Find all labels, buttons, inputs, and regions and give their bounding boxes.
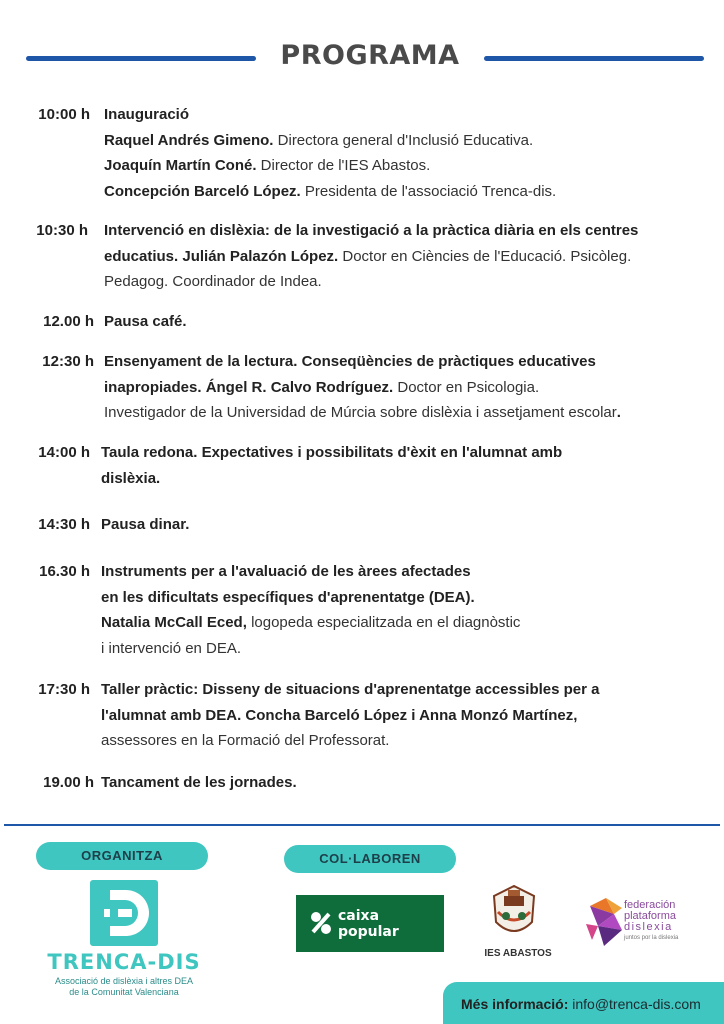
program-line bbox=[104, 179, 556, 205]
trenca-dis-subtitle: de la Comunitat Valenciana bbox=[69, 987, 179, 997]
organitza-label: ORGANITZA bbox=[36, 842, 208, 870]
ies-abastos-name: IES ABASTOS bbox=[484, 948, 552, 959]
info-email-link[interactable]: info@trenca-dis.com bbox=[572, 996, 701, 1012]
program-line bbox=[104, 349, 621, 375]
federacion-logo-icon bbox=[584, 896, 624, 948]
program-bold-text: Pausa café. bbox=[104, 313, 187, 330]
program-bold-text: Pausa dinar. bbox=[101, 516, 190, 533]
program-plain-text: i intervenció en DEA. bbox=[101, 639, 242, 657]
trenca-dis-subtitle: Associació de dislèxia i altres DEA bbox=[54, 976, 194, 986]
program-line bbox=[104, 128, 556, 154]
ies-abastos-crest-icon bbox=[484, 882, 544, 946]
header-rule-right bbox=[484, 56, 704, 61]
program-time: 16.30 h bbox=[39, 563, 90, 580]
program-time: 10:30 h bbox=[36, 222, 88, 239]
program-time: 14:00 h bbox=[38, 444, 90, 461]
program-line bbox=[104, 218, 638, 244]
program-bold-text: l'alumnat amb DEA. Concha Barceló López i Anna Monzó Martínez, bbox=[101, 706, 578, 724]
program-text bbox=[104, 102, 556, 204]
trenca-dis-name: TRENCA-DIS bbox=[47, 950, 201, 974]
caixa-line1: caixa bbox=[338, 908, 380, 924]
program-plain-text: Doctor en Psicologia. bbox=[393, 378, 540, 396]
program-text bbox=[104, 218, 638, 295]
program-bold-text: Raquel Andrés Gimeno. bbox=[104, 131, 274, 149]
trenca-dis-logo-icon bbox=[90, 880, 158, 946]
program-bold-text: Intervenció en dislèxia: de la investigació a la pràctica diària en els centres bbox=[104, 222, 639, 239]
program-line bbox=[101, 512, 189, 538]
program-bold-text: Tancament de les jornades. bbox=[101, 774, 297, 791]
program-plain-text: Presidenta de l'associació Trenca-dis. bbox=[300, 182, 557, 200]
program-bold-text: dislèxia. bbox=[101, 469, 161, 487]
col-laboren-label: COL·LABOREN bbox=[284, 845, 456, 873]
program-line bbox=[101, 770, 297, 796]
program-line bbox=[104, 309, 187, 335]
program-line bbox=[104, 153, 556, 179]
program-line bbox=[101, 703, 600, 729]
program-bold-text: Natalia McCall Eced, bbox=[101, 614, 247, 631]
info-label: Més informació: bbox=[461, 996, 569, 1012]
caixa-popular-logo bbox=[296, 895, 444, 952]
program-time: 19.00 h bbox=[43, 774, 94, 791]
program-line bbox=[101, 636, 520, 662]
federacion-name: federación plataforma dislexia juntos por la dislexia bbox=[624, 899, 679, 941]
program-text bbox=[101, 770, 297, 796]
program-time: 17:30 h bbox=[38, 681, 90, 698]
program-line bbox=[101, 610, 520, 636]
program-bold-text: Ensenyament de la lectura. Conseqüències de pràctiques educatives bbox=[104, 353, 596, 370]
program-bold-text: inapropiades. Ángel R. Calvo Rodríguez. bbox=[104, 378, 394, 396]
program-line bbox=[104, 244, 638, 270]
program-bold-text: en les dificultats específiques d'aprenentatge (DEA). bbox=[101, 588, 475, 606]
program-bold-text: Inauguració bbox=[104, 106, 190, 123]
program-bold-text: Instruments per a l'avaluació de les àrees afectades bbox=[101, 563, 471, 580]
footer-divider bbox=[4, 824, 720, 826]
program-plain-text: assessores en la Formació del Professorat. bbox=[101, 732, 390, 749]
program-line bbox=[101, 728, 600, 754]
program-text bbox=[101, 512, 189, 538]
program-text bbox=[104, 349, 621, 426]
page-title: PROGRAMA bbox=[280, 40, 460, 71]
program-line bbox=[104, 400, 621, 426]
program-line bbox=[101, 466, 562, 492]
program-time: 12.00 h bbox=[43, 313, 94, 330]
program-bold-text: Concepción Barceló López. bbox=[104, 182, 301, 200]
program-bold-text: . bbox=[616, 404, 621, 421]
program-line bbox=[104, 269, 638, 295]
caixa-line2: popular bbox=[338, 924, 399, 940]
program-bold-text: Joaquín Martín Coné. bbox=[104, 157, 257, 174]
program-line bbox=[101, 559, 520, 585]
program-time: 12:30 h bbox=[42, 353, 94, 370]
info-text bbox=[461, 996, 701, 1012]
program-plain-text: Pedagog. Coordinador de Indea. bbox=[104, 273, 322, 290]
program-plain-text: Directora general d'Inclusió Educativa. bbox=[273, 131, 534, 149]
program-line bbox=[101, 677, 600, 703]
program-bold-text: educatius. Julián Palazón López. bbox=[104, 247, 339, 265]
program-plain-text: logopeda especialitzada en el diagnòstic bbox=[246, 614, 521, 631]
header-rule-left bbox=[26, 56, 256, 61]
program-plain-text: Investigador de la Universidad de Múrcia sobre dislèxia i assetjament escolar bbox=[104, 404, 617, 421]
program-line bbox=[101, 440, 562, 466]
program-line bbox=[104, 102, 556, 128]
program-plain-text: Director de l'IES Abastos. bbox=[256, 157, 431, 174]
caixa-popular-icon bbox=[310, 910, 332, 936]
program-text bbox=[104, 309, 187, 335]
program-text bbox=[101, 677, 600, 754]
program-plain-text: Doctor en Ciències de l'Educació. Psicòleg. bbox=[338, 247, 632, 265]
program-line bbox=[104, 375, 621, 401]
program-time: 10:00 h bbox=[38, 106, 90, 123]
program-text bbox=[101, 559, 520, 661]
info-bar bbox=[443, 982, 724, 1024]
program-line bbox=[101, 585, 520, 611]
program-bold-text: Taller pràctic: Disseny de situacions d'aprenentatge accessibles per a bbox=[101, 681, 600, 698]
program-time: 14:30 h bbox=[38, 516, 90, 533]
program-bold-text: Taula redona. Expectatives i possibilitats d'èxit en l'alumnat amb bbox=[101, 444, 563, 461]
program-text bbox=[101, 440, 562, 491]
